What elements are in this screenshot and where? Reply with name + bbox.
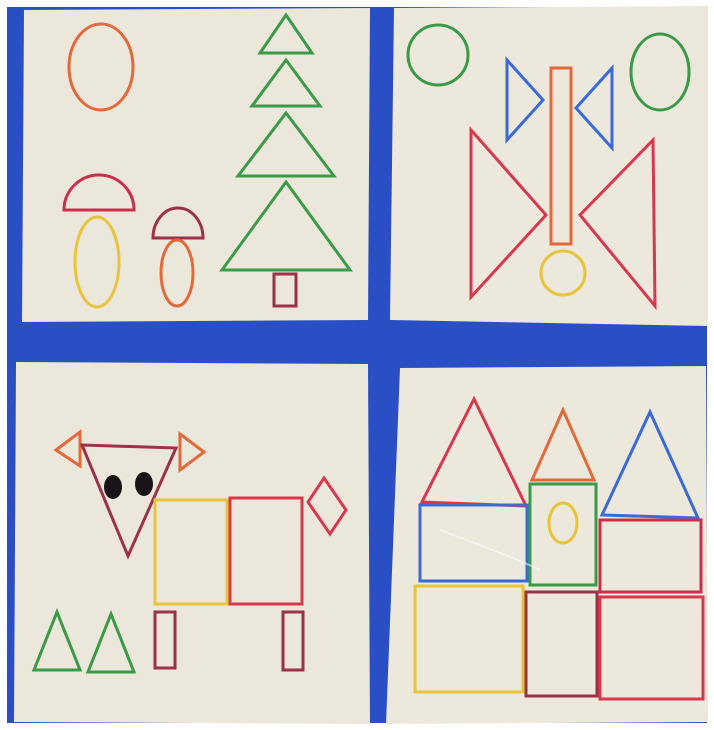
card-mushrooms-tree (22, 8, 370, 322)
card-sheet (386, 366, 708, 724)
card-butterfly (390, 6, 708, 326)
card-dog (14, 362, 370, 724)
card-sheet (22, 8, 370, 322)
card-house (386, 366, 708, 724)
eye-right (135, 472, 153, 496)
eye-left (104, 475, 122, 499)
card-sheet (390, 6, 708, 326)
